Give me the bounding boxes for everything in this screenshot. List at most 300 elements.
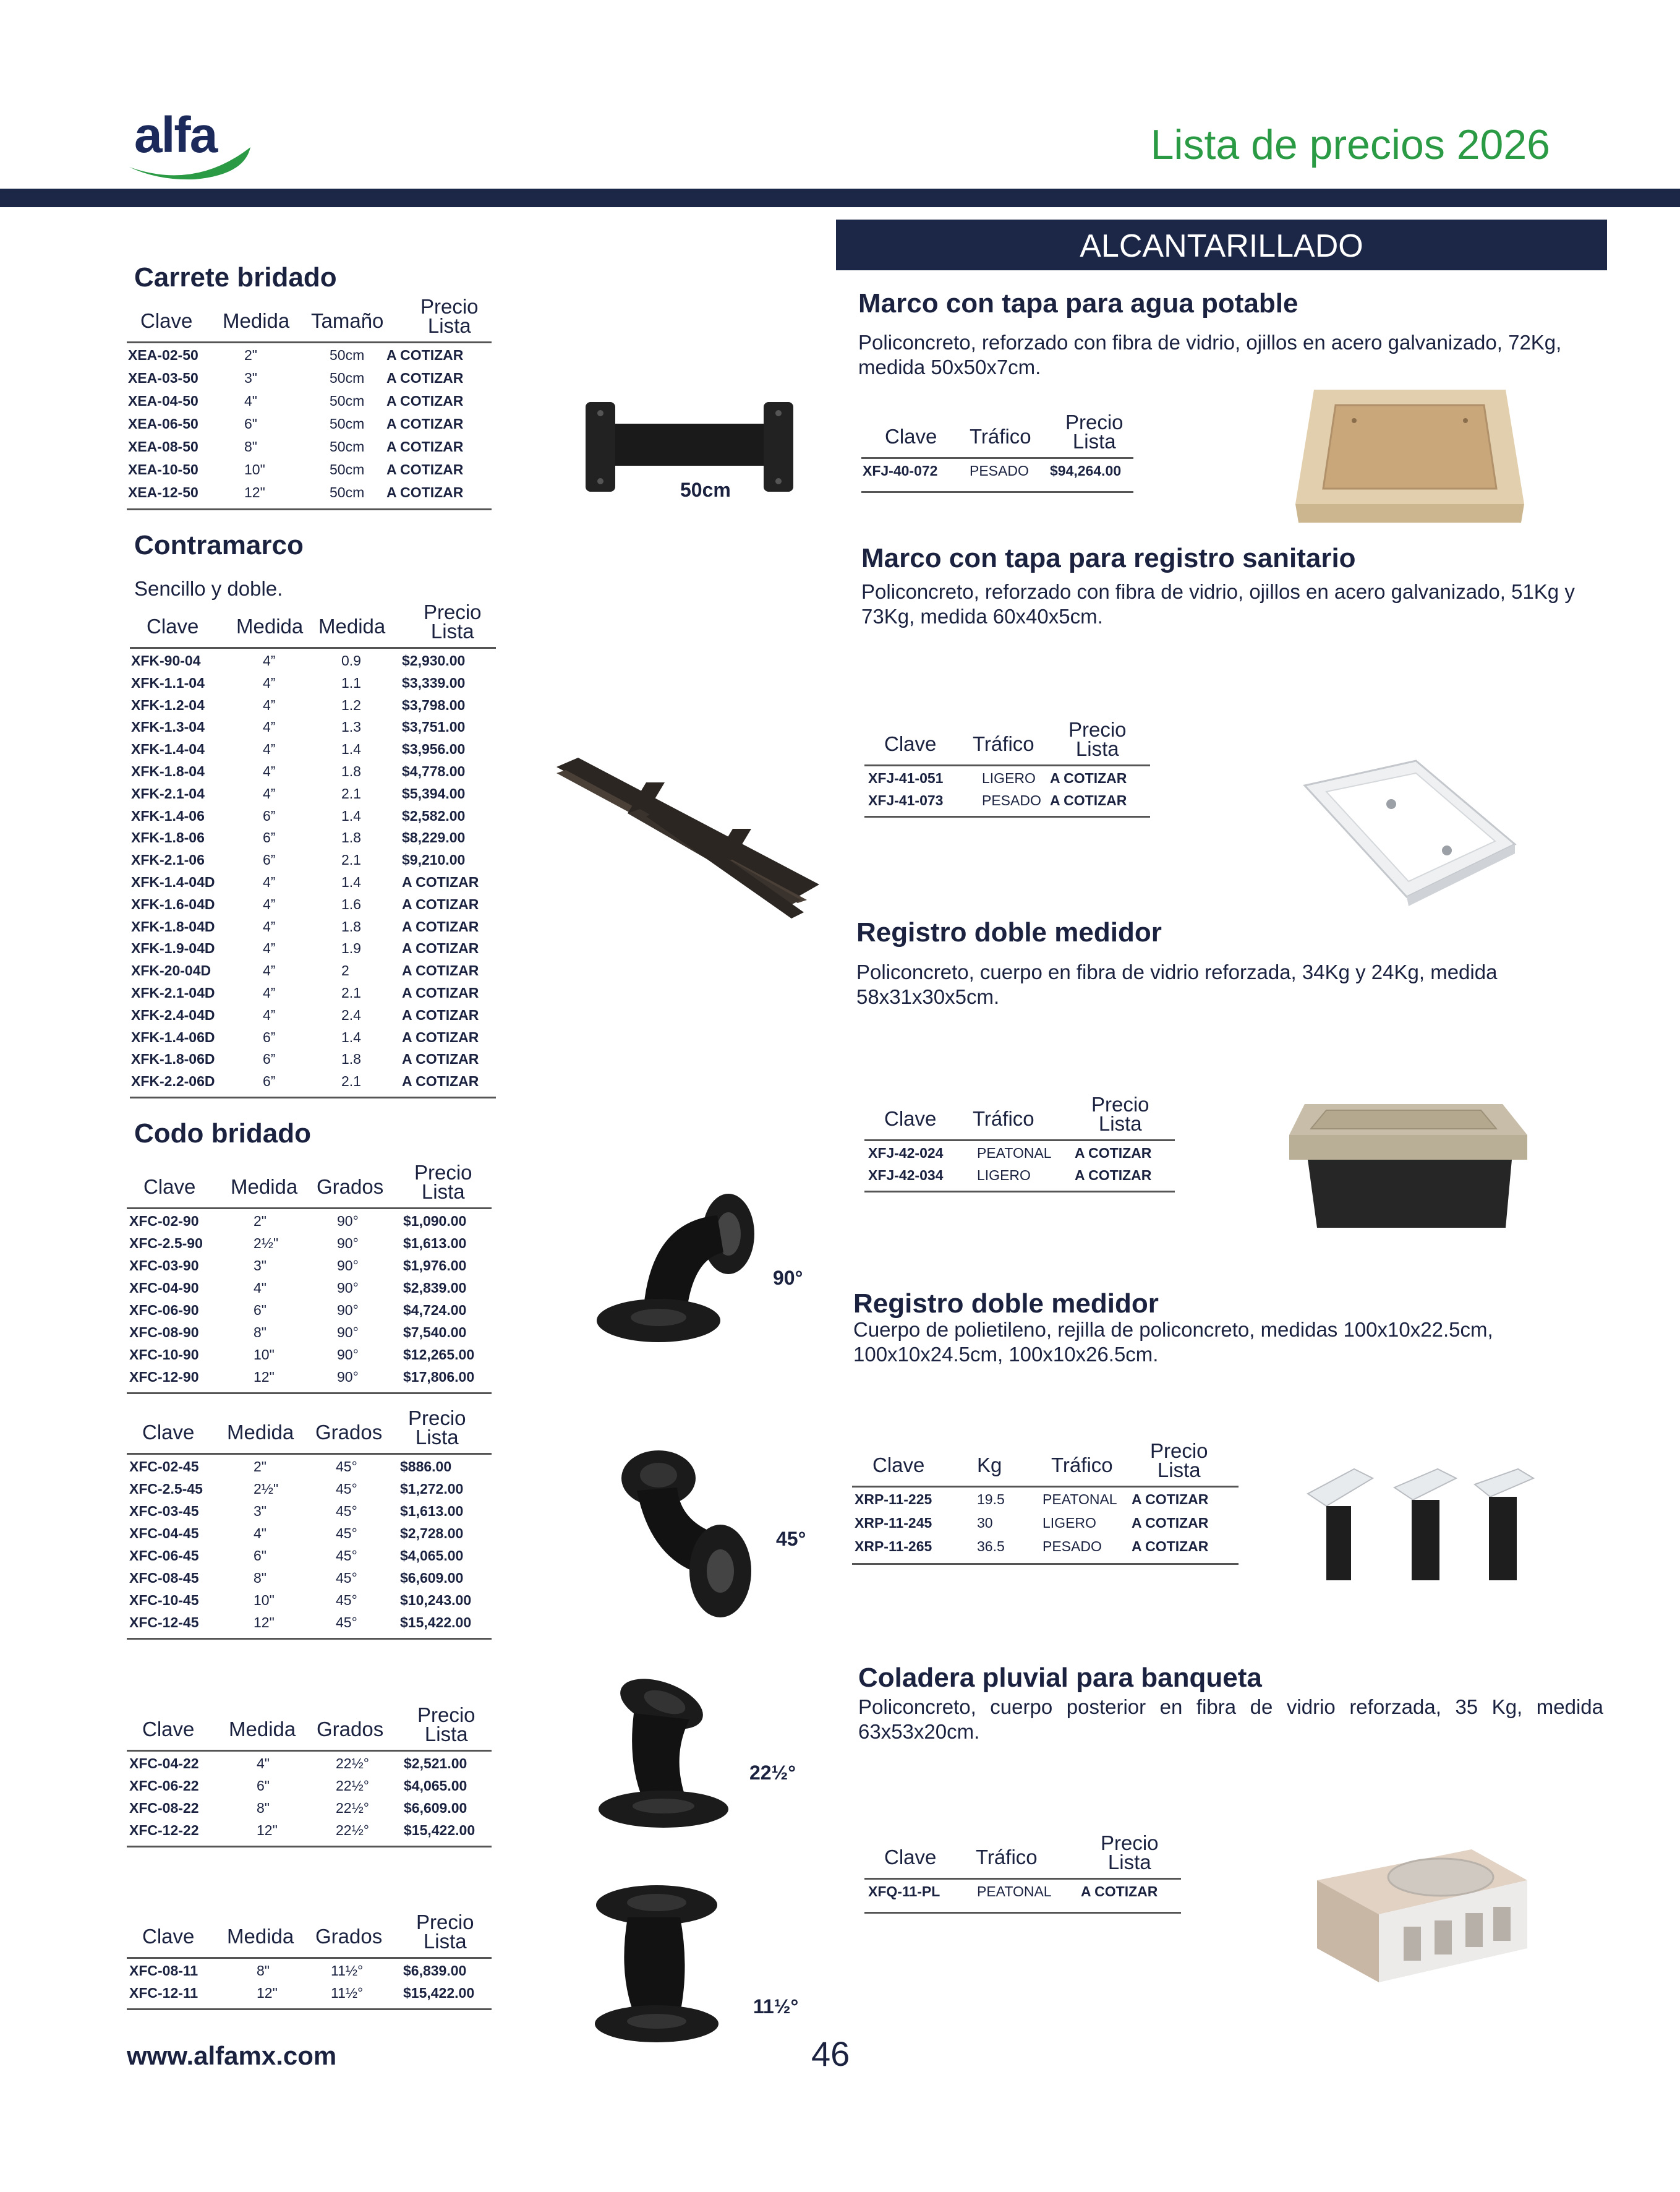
marco-sanitario-image bbox=[1298, 758, 1521, 906]
row-cell: 12" bbox=[257, 1822, 278, 1838]
row-cell: 4" bbox=[244, 393, 257, 409]
row-clave: XFC-2.5-45 bbox=[129, 1481, 203, 1497]
codo-45-label: 45° bbox=[776, 1528, 806, 1550]
row-clave: XFQ-11-PL bbox=[868, 1883, 940, 1899]
table-row bbox=[127, 1752, 492, 1774]
table-row bbox=[130, 649, 496, 671]
table-row bbox=[130, 936, 496, 959]
coladera-table bbox=[864, 1832, 1181, 1914]
row-clave: XFC-06-45 bbox=[129, 1548, 199, 1564]
col-medida: Medida bbox=[236, 615, 304, 638]
coladera-rows bbox=[864, 1880, 1181, 1914]
registro1-table bbox=[864, 1094, 1175, 1192]
col-clave: Clave bbox=[142, 1718, 195, 1740]
codo-90-image bbox=[594, 1191, 773, 1351]
row-cell: PEATONAL bbox=[977, 1883, 1052, 1899]
col-trafico: Tráfico bbox=[976, 1846, 1038, 1869]
row-precio: $6,609.00 bbox=[400, 1570, 464, 1586]
table-row bbox=[130, 1047, 496, 1069]
row-clave: XFJ-42-034 bbox=[868, 1167, 944, 1183]
row-cell: 19.5 bbox=[977, 1491, 1005, 1507]
footer-url[interactable]: www.alfamx.com bbox=[127, 2041, 337, 2070]
coladera-desc: Policoncreto, cuerpo posterior en fibra de vidrio reforzada, 35 Kg, medida 63x53x20cm. bbox=[858, 1695, 1603, 1743]
row-cell: 2.1 bbox=[341, 1073, 361, 1090]
row-cell: PESADO bbox=[982, 792, 1041, 808]
col-grados: Grados bbox=[317, 1718, 384, 1740]
row-cell: PESADO bbox=[970, 463, 1029, 479]
table-row bbox=[127, 1981, 492, 2003]
table-row bbox=[130, 1025, 496, 1048]
row-precio: $1,976.00 bbox=[403, 1257, 467, 1274]
table-row bbox=[127, 1209, 492, 1231]
table-row bbox=[130, 1069, 496, 1092]
row-cell: 1.8 bbox=[341, 918, 361, 935]
lista-label: Lista bbox=[415, 1426, 459, 1449]
table-row bbox=[127, 1298, 492, 1321]
row-cell: PEATONAL bbox=[1043, 1491, 1117, 1507]
row-cell: 36.5 bbox=[977, 1538, 1005, 1554]
precio-label: Precio bbox=[414, 1161, 472, 1184]
table-header bbox=[864, 719, 1150, 766]
codo-45-image bbox=[612, 1441, 773, 1620]
col-trafico: Tráfico bbox=[970, 425, 1031, 448]
row-cell: 4” bbox=[263, 763, 276, 779]
row-clave: XRP-11-265 bbox=[855, 1538, 932, 1554]
row-cell: 50cm bbox=[330, 416, 365, 432]
table-row bbox=[127, 1774, 492, 1796]
carrete-rows bbox=[127, 343, 492, 510]
table-header bbox=[852, 1440, 1239, 1488]
row-precio: $1,090.00 bbox=[403, 1213, 467, 1229]
row-precio: $12,265.00 bbox=[403, 1346, 475, 1363]
codo-11-label: 11½° bbox=[753, 1995, 799, 2018]
row-clave: XEA-02-50 bbox=[128, 347, 198, 363]
registro1-image bbox=[1283, 1098, 1530, 1231]
row-precio: A COTIZAR bbox=[386, 347, 464, 363]
row-cell: 1.4 bbox=[341, 1029, 361, 1045]
table-row bbox=[127, 1477, 492, 1499]
row-cell: 1.1 bbox=[341, 674, 361, 691]
lista-label: Lista bbox=[1098, 1112, 1142, 1135]
registro2-rows bbox=[852, 1488, 1239, 1565]
table-row bbox=[127, 1818, 492, 1841]
row-cell: 22½° bbox=[336, 1800, 369, 1816]
row-clave: XFK-2.1-04D bbox=[131, 984, 215, 1001]
row-clave: XFJ-41-073 bbox=[868, 792, 944, 808]
table-row bbox=[130, 915, 496, 937]
row-clave: XFC-12-45 bbox=[129, 1614, 199, 1630]
row-clave: XFK-2.1-06 bbox=[131, 852, 205, 868]
col-grados: Grados bbox=[317, 1175, 384, 1198]
registro2-desc: Cuerpo de polietileno, rejilla de policoncreto, medidas 100x10x22.5cm, 100x10x24.5cm, 100x10x26.5cm. bbox=[853, 1318, 1493, 1366]
col-precio bbox=[424, 601, 482, 643]
row-cell: 10" bbox=[254, 1346, 275, 1363]
precio-label: Precio bbox=[420, 295, 479, 318]
row-clave: XFK-1.8-04 bbox=[131, 763, 205, 779]
col-clave: Clave bbox=[885, 425, 937, 448]
table-row bbox=[127, 1959, 492, 1981]
table-row bbox=[127, 1321, 492, 1343]
table-row bbox=[130, 893, 496, 915]
row-clave: XFC-10-45 bbox=[129, 1592, 199, 1608]
lista-label: Lista bbox=[1072, 430, 1116, 453]
row-cell: LIGERO bbox=[982, 770, 1036, 786]
row-clave: XFC-12-22 bbox=[129, 1822, 199, 1838]
row-cell: 6” bbox=[263, 1073, 276, 1090]
row-cell: 2.1 bbox=[341, 785, 361, 802]
row-clave: XEA-06-50 bbox=[128, 416, 198, 432]
row-cell: 22½° bbox=[336, 1778, 369, 1794]
row-cell: 4” bbox=[263, 719, 276, 735]
row-cell: 30 bbox=[977, 1515, 993, 1531]
marco-sanitario-table bbox=[864, 719, 1150, 818]
table-row bbox=[130, 760, 496, 782]
row-precio: A COTIZAR bbox=[402, 940, 479, 957]
marco-agua-title: Marco con tapa para agua potable bbox=[858, 288, 1298, 319]
row-cell: 1.8 bbox=[341, 829, 361, 846]
row-cell: 4” bbox=[263, 873, 276, 890]
row-cell: 90° bbox=[337, 1324, 359, 1340]
row-cell: 90° bbox=[337, 1346, 359, 1363]
registro1-title: Registro doble medidor bbox=[856, 917, 1162, 948]
row-precio: A COTIZAR bbox=[1132, 1491, 1209, 1507]
row-clave: XFJ-42-024 bbox=[868, 1145, 944, 1161]
table-row bbox=[852, 1535, 1239, 1558]
row-precio: A COTIZAR bbox=[1050, 792, 1127, 808]
col-precio bbox=[414, 1161, 472, 1203]
lista-label: Lista bbox=[1157, 1458, 1201, 1481]
row-cell: 4” bbox=[263, 696, 276, 713]
row-precio: A COTIZAR bbox=[386, 439, 464, 455]
row-clave: XFK-1.6-04D bbox=[131, 896, 215, 912]
row-cell: 3" bbox=[254, 1257, 266, 1274]
row-cell: 50cm bbox=[330, 370, 365, 386]
row-clave: XFC-03-90 bbox=[129, 1257, 199, 1274]
row-cell: 45° bbox=[336, 1548, 357, 1564]
table-row bbox=[127, 458, 492, 481]
col-clave: Clave bbox=[147, 615, 199, 638]
table-row bbox=[127, 1544, 492, 1566]
row-cell: LIGERO bbox=[1043, 1515, 1096, 1531]
precio-label: Precio bbox=[1068, 718, 1127, 741]
precio-label: Precio bbox=[1065, 411, 1124, 434]
codo-90-table bbox=[127, 1162, 492, 1394]
table-row bbox=[864, 1880, 1181, 1907]
precio-label: Precio bbox=[1101, 1831, 1159, 1854]
row-cell: 11½° bbox=[331, 1963, 364, 1979]
marco-sanitario-title: Marco con tapa para registro sanitario bbox=[861, 543, 1356, 573]
row-cell: 1.3 bbox=[341, 719, 361, 735]
row-clave: XRP-11-245 bbox=[855, 1515, 932, 1531]
col-grados: Grados bbox=[315, 1421, 383, 1444]
row-clave: XFC-06-22 bbox=[129, 1778, 199, 1794]
codo-11-table bbox=[127, 1911, 492, 2010]
row-clave: XFC-02-90 bbox=[129, 1213, 199, 1229]
col-medida-2: Medida bbox=[318, 615, 386, 638]
row-cell: 6” bbox=[263, 1051, 276, 1068]
table-row bbox=[130, 737, 496, 760]
row-precio: $2,930.00 bbox=[402, 653, 466, 669]
row-cell: 6" bbox=[257, 1778, 270, 1794]
row-cell: 11½° bbox=[331, 1985, 364, 2001]
row-precio: A COTIZAR bbox=[1081, 1883, 1158, 1899]
col-precio bbox=[408, 1406, 466, 1449]
logo-swoosh-icon bbox=[127, 110, 263, 184]
row-precio: A COTIZAR bbox=[402, 1073, 479, 1090]
table-row bbox=[127, 343, 492, 366]
codo-45-rows bbox=[127, 1455, 492, 1640]
row-clave: XEA-03-50 bbox=[128, 370, 198, 386]
registro2-table bbox=[852, 1440, 1239, 1565]
registro1-rows bbox=[864, 1141, 1175, 1192]
table-row bbox=[127, 1365, 492, 1387]
marco-agua-table bbox=[861, 411, 1133, 493]
table-row bbox=[127, 481, 492, 503]
row-precio: A COTIZAR bbox=[402, 962, 479, 979]
precio-label: Precio bbox=[416, 1911, 474, 1933]
row-clave: XFK-1.2-04 bbox=[131, 696, 205, 713]
row-cell: 90° bbox=[337, 1369, 359, 1385]
row-cell: 90° bbox=[337, 1235, 359, 1251]
col-precio bbox=[1101, 1831, 1159, 1873]
registro2-channels-image bbox=[1302, 1457, 1537, 1586]
row-cell: 1.6 bbox=[341, 896, 361, 912]
row-cell: 22½° bbox=[336, 1822, 369, 1838]
row-precio: $2,582.00 bbox=[402, 807, 466, 824]
row-clave: XEA-10-50 bbox=[128, 461, 198, 477]
row-cell: 3" bbox=[254, 1503, 266, 1519]
row-cell: 50cm bbox=[330, 347, 365, 363]
contramarco-title: Contramarco bbox=[134, 530, 304, 560]
coladera-image bbox=[1311, 1843, 1533, 1985]
row-clave: XFC-12-90 bbox=[129, 1369, 199, 1385]
row-clave: XFK-1.4-06D bbox=[131, 1029, 215, 1045]
row-precio: A COTIZAR bbox=[402, 873, 479, 890]
row-precio: $4,724.00 bbox=[403, 1302, 467, 1318]
row-cell: 2½" bbox=[254, 1481, 279, 1497]
marco-agua-rows bbox=[861, 459, 1133, 493]
contramarco-table bbox=[130, 601, 496, 1098]
registro2-title: Registro doble medidor bbox=[853, 1288, 1159, 1319]
table-row bbox=[864, 789, 1150, 811]
row-precio: $5,394.00 bbox=[402, 785, 466, 802]
row-precio: A COTIZAR bbox=[402, 1051, 479, 1068]
precio-label: Precio bbox=[1150, 1439, 1208, 1462]
row-cell: 1.4 bbox=[341, 873, 361, 890]
row-precio: $6,609.00 bbox=[404, 1800, 467, 1816]
row-clave: XFK-1.8-06 bbox=[131, 829, 205, 846]
row-precio: $15,422.00 bbox=[404, 1822, 475, 1838]
table-row bbox=[130, 959, 496, 981]
row-cell: 6” bbox=[263, 852, 276, 868]
table-row bbox=[852, 1511, 1239, 1535]
row-cell: 90° bbox=[337, 1302, 359, 1318]
row-cell: 1.8 bbox=[341, 763, 361, 779]
row-cell: 4" bbox=[257, 1755, 270, 1771]
row-cell: 50cm bbox=[330, 439, 365, 455]
row-precio: $4,065.00 bbox=[404, 1778, 467, 1794]
row-cell: 1.2 bbox=[341, 696, 361, 713]
row-cell: 4" bbox=[254, 1280, 266, 1296]
row-precio: $4,065.00 bbox=[400, 1548, 464, 1564]
row-precio: $3,798.00 bbox=[402, 696, 466, 713]
alfa-logo bbox=[127, 107, 263, 184]
table-header bbox=[127, 296, 492, 343]
row-cell: 45° bbox=[336, 1592, 357, 1608]
row-clave: XRP-11-225 bbox=[855, 1491, 932, 1507]
row-precio: $3,339.00 bbox=[402, 674, 466, 691]
row-clave: XFK-1.3-04 bbox=[131, 719, 205, 735]
row-cell: 6" bbox=[254, 1302, 266, 1318]
row-precio: A COTIZAR bbox=[1050, 770, 1127, 786]
row-cell: LIGERO bbox=[977, 1167, 1031, 1183]
row-precio: $94,264.00 bbox=[1050, 463, 1122, 479]
row-precio: A COTIZAR bbox=[386, 461, 464, 477]
row-clave: XFC-03-45 bbox=[129, 1503, 199, 1519]
table-row bbox=[127, 412, 492, 435]
row-precio: $10,243.00 bbox=[400, 1592, 472, 1608]
col-precio bbox=[416, 1911, 474, 1953]
codo-45-table bbox=[127, 1407, 492, 1640]
table-row bbox=[130, 826, 496, 848]
table-row bbox=[127, 435, 492, 458]
carrete-title: Carrete bridado bbox=[134, 262, 337, 293]
lista-label: Lista bbox=[427, 314, 471, 337]
col-precio bbox=[1065, 411, 1124, 453]
row-cell: 1.4 bbox=[341, 807, 361, 824]
row-precio: A COTIZAR bbox=[402, 896, 479, 912]
col-medida: Medida bbox=[231, 1175, 298, 1198]
row-precio: A COTIZAR bbox=[402, 1029, 479, 1045]
codo-11-image bbox=[587, 1880, 730, 2047]
row-precio: $7,540.00 bbox=[403, 1324, 467, 1340]
page-number: 46 bbox=[811, 2034, 850, 2073]
table-row bbox=[130, 981, 496, 1003]
table-row bbox=[127, 1522, 492, 1544]
row-cell: 0.9 bbox=[341, 653, 361, 669]
row-precio: A COTIZAR bbox=[1132, 1515, 1209, 1531]
header-band bbox=[0, 189, 1680, 207]
row-cell: 2" bbox=[244, 347, 257, 363]
row-cell: 6" bbox=[244, 416, 257, 432]
row-clave: XFK-1.8-06D bbox=[131, 1051, 215, 1068]
row-cell: 10" bbox=[254, 1592, 275, 1608]
row-cell: 2" bbox=[254, 1458, 266, 1475]
col-tamano: Tamaño bbox=[311, 309, 384, 332]
row-clave: XFK-2.2-06D bbox=[131, 1073, 215, 1090]
row-precio: $9,210.00 bbox=[402, 852, 466, 868]
row-cell: 4” bbox=[263, 1006, 276, 1023]
row-cell: 50cm bbox=[330, 484, 365, 500]
row-clave: XFC-08-45 bbox=[129, 1570, 199, 1586]
table-row bbox=[127, 389, 492, 412]
row-clave: XFK-1.4-06 bbox=[131, 807, 205, 824]
table-row bbox=[127, 1566, 492, 1588]
table-row bbox=[127, 1611, 492, 1633]
row-cell: PEATONAL bbox=[977, 1145, 1052, 1161]
row-cell: 4” bbox=[263, 741, 276, 758]
row-cell: 12" bbox=[254, 1614, 275, 1630]
row-cell: 2.1 bbox=[341, 852, 361, 868]
table-header bbox=[864, 1094, 1175, 1141]
row-cell: 22½° bbox=[336, 1755, 369, 1771]
row-cell: 1.9 bbox=[341, 940, 361, 957]
row-clave: XFK-1.1-04 bbox=[131, 674, 205, 691]
precio-label: Precio bbox=[408, 1406, 466, 1429]
table-row bbox=[127, 1343, 492, 1365]
row-cell: 1.4 bbox=[341, 741, 361, 758]
row-cell: 4” bbox=[263, 984, 276, 1001]
row-cell: 2 bbox=[341, 962, 349, 979]
col-medida: Medida bbox=[227, 1925, 294, 1948]
row-clave: XFC-08-11 bbox=[129, 1963, 198, 1979]
table-header bbox=[864, 1832, 1181, 1880]
precio-label: Precio bbox=[1091, 1093, 1149, 1116]
lista-label: Lista bbox=[423, 1930, 467, 1953]
table-row bbox=[852, 1488, 1239, 1511]
table-row bbox=[130, 715, 496, 737]
row-clave: XFK-1.9-04D bbox=[131, 940, 215, 957]
row-clave: XFC-08-22 bbox=[129, 1800, 199, 1816]
row-cell: 8" bbox=[257, 1963, 270, 1979]
table-header bbox=[127, 1162, 492, 1209]
page-title: Lista de precios 2026 bbox=[1150, 121, 1550, 168]
row-cell: 6” bbox=[263, 829, 276, 846]
row-precio: $6,839.00 bbox=[403, 1963, 467, 1979]
col-medida: Medida bbox=[227, 1421, 294, 1444]
row-cell: 45° bbox=[336, 1503, 357, 1519]
row-precio: A COTIZAR bbox=[402, 918, 479, 935]
row-clave: XFJ-41-051 bbox=[868, 770, 944, 786]
codo-11-rows bbox=[127, 1959, 492, 2010]
row-cell: 45° bbox=[336, 1614, 357, 1630]
table-row bbox=[864, 766, 1150, 789]
table-header bbox=[127, 1704, 492, 1752]
col-precio bbox=[1150, 1439, 1208, 1481]
contramarco-rows bbox=[130, 649, 496, 1098]
row-clave: XEA-04-50 bbox=[128, 393, 198, 409]
table-row bbox=[130, 870, 496, 893]
row-cell: 2.4 bbox=[341, 1006, 361, 1023]
row-cell: 8" bbox=[254, 1324, 266, 1340]
row-precio: A COTIZAR bbox=[1075, 1167, 1152, 1183]
table-row bbox=[127, 1455, 492, 1477]
row-cell: 12" bbox=[244, 484, 265, 500]
col-grados: Grados bbox=[315, 1925, 383, 1948]
row-cell: 2.1 bbox=[341, 984, 361, 1001]
codo-title: Codo bridado bbox=[134, 1118, 311, 1149]
row-precio: $3,751.00 bbox=[402, 719, 466, 735]
col-clave: Clave bbox=[142, 1925, 195, 1948]
row-precio: $4,778.00 bbox=[402, 763, 466, 779]
row-clave: XFC-04-90 bbox=[129, 1280, 199, 1296]
col-precio bbox=[417, 1703, 475, 1745]
col-clave: Clave bbox=[884, 732, 937, 755]
row-cell: 4" bbox=[254, 1525, 266, 1541]
table-row bbox=[130, 671, 496, 693]
col-clave: Clave bbox=[143, 1175, 196, 1198]
row-cell: 12" bbox=[257, 1985, 278, 2001]
codo-22-image bbox=[584, 1670, 733, 1837]
row-clave: XFC-02-45 bbox=[129, 1458, 199, 1475]
marco-agua-image bbox=[1286, 383, 1527, 532]
table-row bbox=[127, 1588, 492, 1611]
col-trafico: Tráfico bbox=[973, 732, 1034, 755]
row-cell: 4” bbox=[263, 918, 276, 935]
row-cell: 10" bbox=[244, 461, 265, 477]
precio-label: Precio bbox=[417, 1703, 475, 1726]
row-precio: A COTIZAR bbox=[1075, 1145, 1152, 1161]
